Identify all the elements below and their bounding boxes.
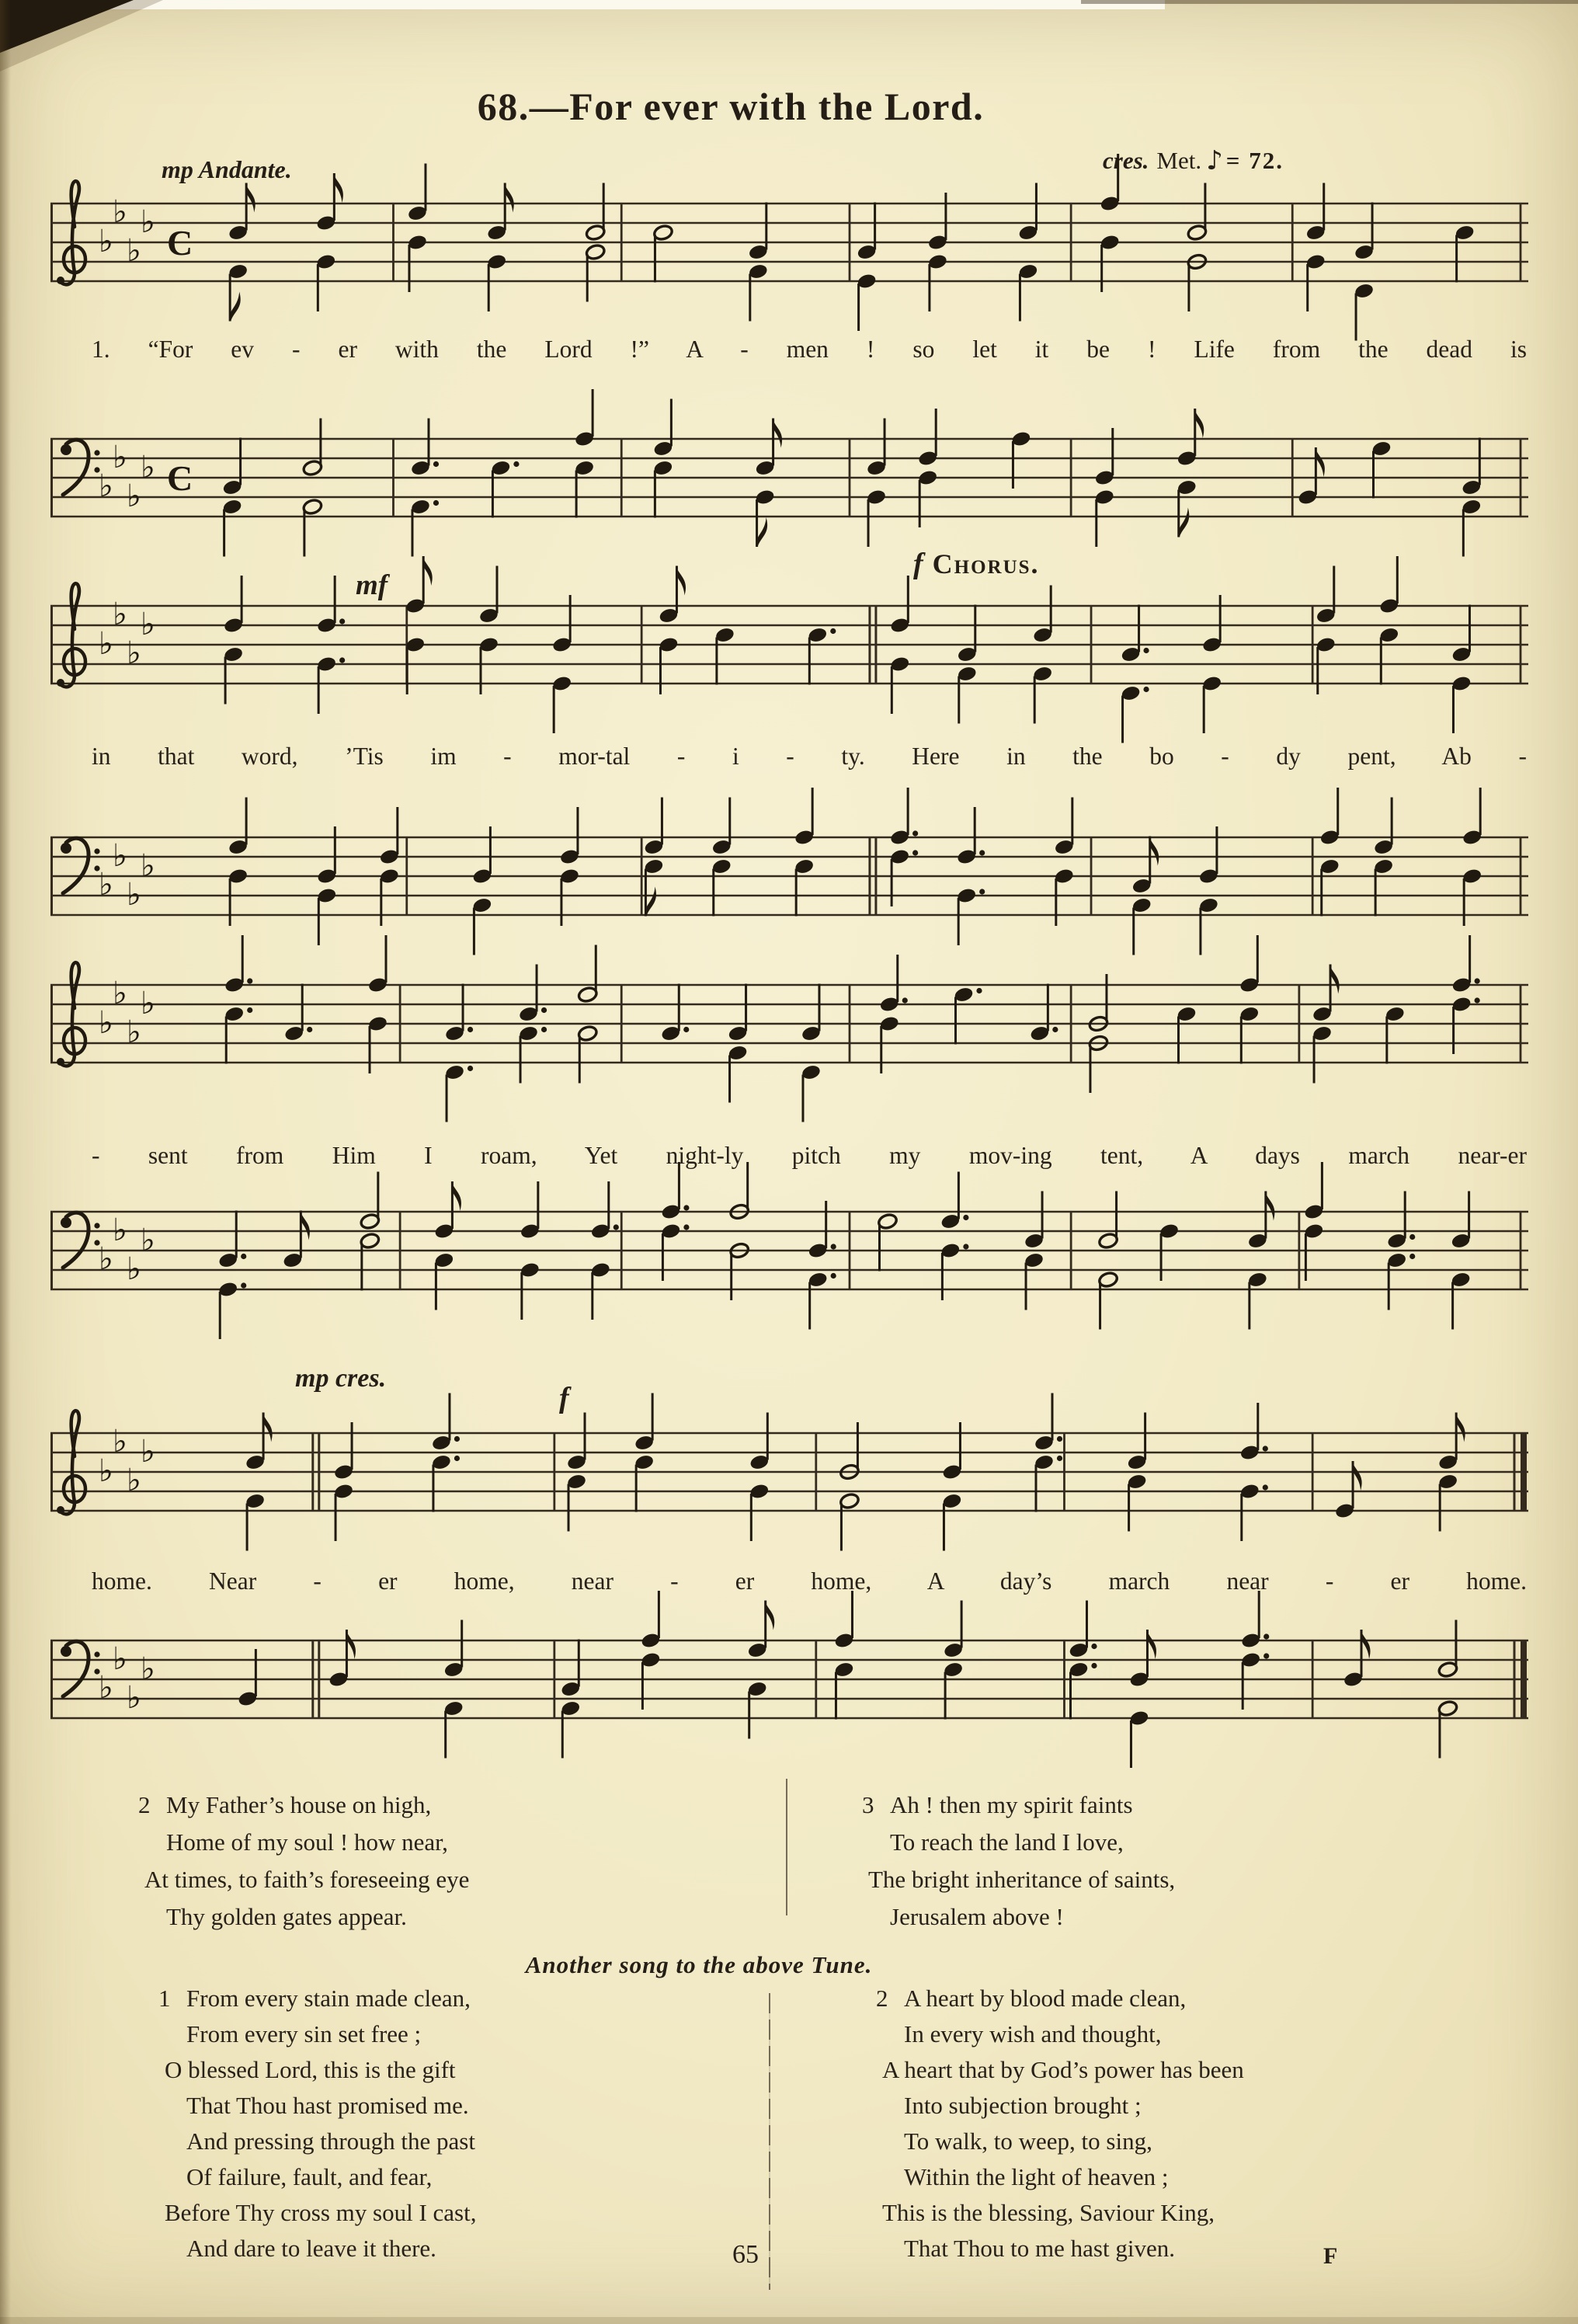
svg-text:♭: ♭ [113, 838, 127, 874]
svg-text:♭: ♭ [127, 635, 141, 671]
verse-line: 2 A heart by blood made clean, [882, 1981, 1566, 2016]
scan-bottom-edge [0, 2317, 1578, 2324]
verse-line: Home of my soul ! how near, [166, 1828, 448, 1856]
svg-text:♭: ♭ [99, 1670, 113, 1706]
system1-bass-staff [50, 384, 1528, 571]
verse-line: Into subjection brought ; [904, 2092, 1142, 2119]
verse-line: 3 Ah ! then my spirit faints [868, 1786, 1552, 1824]
svg-text:♭: ♭ [113, 597, 127, 632]
verse-line: To reach the land I love, [890, 1828, 1124, 1856]
system4-bass-staff [50, 1586, 1528, 1773]
verse-line: Of failure, fault, and fear, [186, 2163, 433, 2190]
svg-text:C: C [167, 223, 193, 263]
verse-number: 2 [876, 1985, 888, 2012]
verse-line: A heart that by God’s power has been [882, 2056, 1244, 2083]
svg-text:♭: ♭ [99, 468, 113, 504]
svg-text:♭: ♭ [127, 877, 141, 913]
svg-text:♭: ♭ [113, 1212, 127, 1248]
column-divider-upper [786, 1779, 787, 1915]
verse-1-lower [158, 1981, 832, 2267]
svg-text:♭: ♭ [141, 450, 155, 485]
svg-text:♭: ♭ [141, 848, 155, 884]
verse-line: 1 From every stain made clean, [165, 1981, 832, 2016]
verse-line: From every sin set free ; [186, 2020, 422, 2047]
verse-line: Thy golden gates appear. [166, 1903, 407, 1930]
svg-text:♭: ♭ [141, 1434, 155, 1470]
svg-text:♭: ♭ [141, 1651, 155, 1687]
verse-line: The bright inheritance of saints, [868, 1866, 1176, 1893]
svg-text:♭: ♭ [113, 976, 127, 1011]
dynamic-mf: mf [356, 569, 388, 601]
verse-number: 2 [138, 1791, 151, 1818]
svg-text:♭: ♭ [141, 986, 155, 1021]
verse-2-upper [138, 1786, 812, 1936]
svg-text:♭: ♭ [127, 233, 141, 269]
page-number: 65 [732, 2240, 759, 2269]
svg-text:♭: ♭ [99, 867, 113, 903]
svg-text:♭: ♭ [127, 1251, 141, 1287]
svg-text:♭: ♭ [99, 626, 113, 662]
system2-treble-staff [50, 551, 1528, 738]
svg-text:♭: ♭ [99, 1453, 113, 1489]
scan-corner-dark [0, 0, 134, 53]
verse-line: And dare to leave it there. [186, 2235, 436, 2262]
svg-text:C: C [167, 458, 193, 498]
system4-treble-staff [50, 1379, 1528, 1565]
cres-label: cres. [1103, 147, 1149, 174]
verse-line: To walk, to weep, to sing, [904, 2127, 1152, 2155]
svg-text:♭: ♭ [113, 1424, 127, 1459]
verse-3-upper [862, 1786, 1552, 1936]
system3-treble-staff [50, 931, 1528, 1117]
lyric-line-2: in that word, ’Tis im - mor-tal - i - ty. Here in the bo - dy pent, Ab - [92, 743, 1527, 770]
verse-line: Jerusalem above ! [890, 1903, 1064, 1930]
dynamic-f: f [559, 1382, 569, 1414]
system3-bass-staff [50, 1157, 1528, 1344]
verse-line: In every wish and thought, [904, 2020, 1162, 2047]
verse-line: 2 My Father’s house on high, [144, 1786, 812, 1824]
svg-text:♭: ♭ [99, 1005, 113, 1041]
signature-mark: F [1323, 2243, 1338, 2269]
verse-number: 3 [862, 1791, 874, 1818]
scan-left-edge [0, 0, 11, 2324]
verse-line: That Thou hast promised me. [186, 2092, 469, 2119]
verse-line: Before Thy cross my soul I cast, [165, 2199, 477, 2226]
svg-text:♭: ♭ [141, 607, 155, 642]
dynamic-mp-cres: mp cres. [295, 1364, 387, 1393]
svg-text:♭: ♭ [99, 224, 113, 259]
verse-2-lower [876, 1981, 1566, 2267]
svg-text:♭: ♭ [127, 1680, 141, 1716]
scan-top-edge [1081, 0, 1578, 4]
svg-text:♭: ♭ [127, 1014, 141, 1050]
verse-line: O blessed Lord, this is the gift [165, 2056, 456, 2083]
svg-text:♭: ♭ [113, 194, 127, 230]
lyric-line-1: 1. “For ev - er with the Lord !” A - men ! so let it be ! Life from the dead is [92, 336, 1527, 363]
svg-text:♭: ♭ [141, 204, 155, 240]
verse-line: That Thou to me hast given. [904, 2235, 1175, 2262]
lyric-line-3: - sent from Him I roam, Yet night-ly pitch my mov-ing tent, A days march near-er [92, 1142, 1527, 1169]
interlude-heading: Another song to the above Tune. [525, 1951, 873, 1978]
tempo-marking: mp Andante. [162, 155, 292, 183]
scan-edge-artifact [0, 0, 1165, 9]
met-label: Met. [1156, 147, 1202, 174]
eighth-note-icon: ♪ [1206, 145, 1223, 176]
chorus-label: Chorus. [932, 548, 1040, 579]
svg-text:♭: ♭ [113, 440, 127, 475]
verse-line: This is the blessing, Saviour King, [882, 2199, 1215, 2226]
svg-text:♭: ♭ [113, 1641, 127, 1677]
svg-text:♭: ♭ [127, 1463, 141, 1498]
lyric-line-4: home. Near - er home, near - er home, A day’s march near - er home. [92, 1567, 1527, 1595]
verse-line: And pressing through the past [186, 2127, 475, 2155]
verse-line: Within the light of heaven ; [904, 2163, 1169, 2190]
system1-treble-staff [50, 149, 1528, 336]
dynamic-f-chorus: f [913, 548, 923, 580]
verse-number: 1 [158, 1985, 171, 2012]
hymn-title: 68.—For ever with the Lord. [477, 85, 985, 128]
verse-line: At times, to faith’s foreseeing eye [144, 1866, 470, 1893]
svg-text:♭: ♭ [127, 478, 141, 514]
metronome-value: = 72. [1225, 147, 1284, 174]
svg-text:♭: ♭ [99, 1241, 113, 1277]
svg-text:♭: ♭ [141, 1223, 155, 1258]
